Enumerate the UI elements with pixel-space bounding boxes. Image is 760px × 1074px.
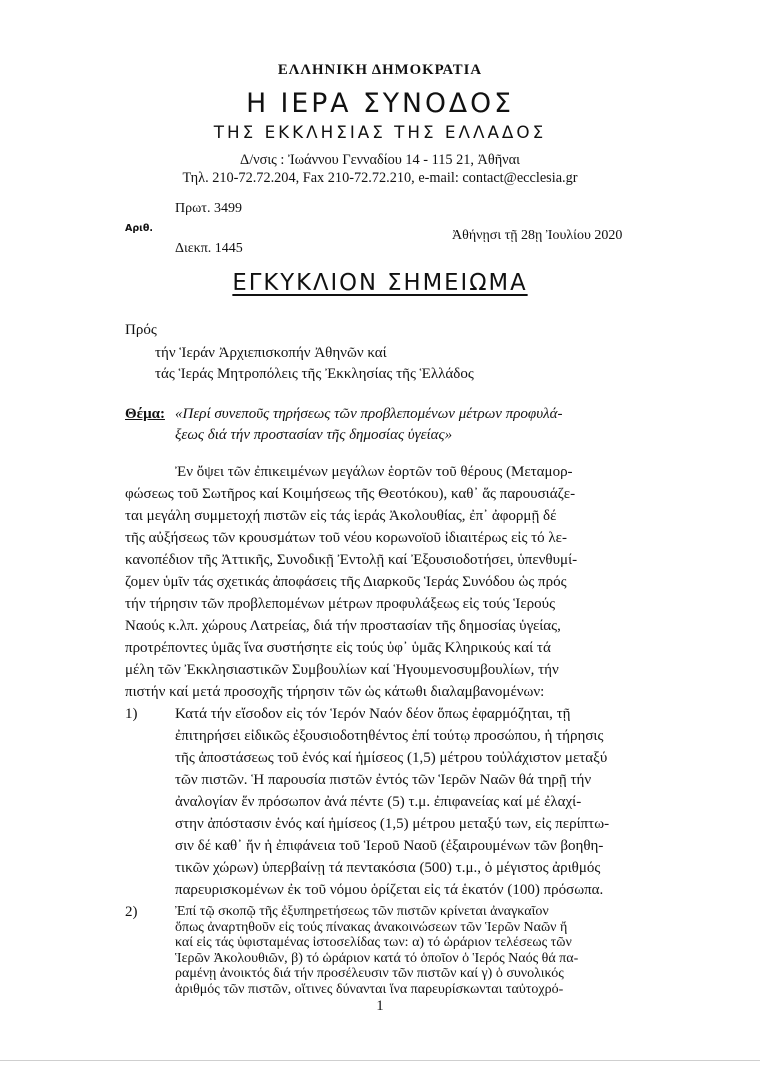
item-line: Ἐπί τῷ σκοπῷ τῆς ἐξυπηρετήσεως τῶν πιστῶν κρίνεται ἀναγκαῖον bbox=[175, 904, 549, 919]
intro-line: τήν τήρησιν τῶν προβλεπομένων μέτρων προφυλάξεως εἰς τούς Ἱερούς bbox=[125, 596, 556, 612]
item-line: στην ἀπόστασιν ἑνός καί ἡμίσεος (1,5) μέτρου μεταξύ των, εἰς περίπτω- bbox=[175, 816, 610, 832]
item-line: ραμένῃ ἀνοικτός διά τήν προσέλευσιν τῶν πιστῶν καί γ) ὁ συνολικός bbox=[175, 966, 564, 981]
protocol-number: Πρωτ. 3499 bbox=[175, 201, 242, 216]
intro-line: ζομεν ὑμῖν τάς σχετικάς ἀποφάσεις τῆς Διαρκοῦς Ἱεράς Συνόδου ὡς πρός bbox=[125, 574, 567, 590]
item-line: ἀριθμός τῶν πιστῶν, οἵτινες δύνανται ἵνα παρευρίσκωνται ταὐτοχρό- bbox=[175, 981, 564, 997]
date-line: Ἀθήνῃσι τῇ 28ῃ Ἰουλίου 2020 bbox=[452, 228, 623, 243]
dispatch-number: Διεκπ. 1445 bbox=[175, 241, 243, 256]
intro-line: προτρέποντες ὑμᾶς ἵνα συστήσητε εἰς τούς ὑφ᾽ ὑμᾶς Κληρικούς καί τά bbox=[125, 640, 551, 656]
number-label: Αριθ. bbox=[125, 223, 153, 234]
page-number: 1 bbox=[376, 998, 384, 1014]
intro-line: φώσεως τοῦ Σωτῆρος καί Κοιμήσεως τῆς Θεοτόκου), καθ᾽ ἅς παρουσιάζε- bbox=[125, 486, 576, 502]
item-line: τῆς ἀποστάσεως τοῦ ἑνός καί ἡμίσεος (1,5) μέτρου τοὐλάχιστον μεταξύ bbox=[175, 750, 608, 766]
intro-line: Ἐν ὄψει τῶν ἐπικειμένων μεγάλων ἑορτῶν τοῦ θέρους (Μεταμορ- bbox=[175, 464, 573, 480]
item-line: παρευρισκομένων ἐκ τοῦ νόμου ὁρίζεται εἰς τά ἑκατόν (100) πρόσωπα. bbox=[175, 882, 604, 898]
item-line: τικῶν χώρων) ὑπερβαίνῃ τά πεντακόσια (500) τ.μ., ὁ μέγιστος ἀριθμός bbox=[175, 860, 601, 876]
intro-line: κανοπέδιον τῆς Ἀττικῆς, Συνοδικῇ Ἐντολῇ καί Ἐξουσιοδοτήσει, ὑπενθυμί- bbox=[125, 552, 578, 568]
page-bottom-rule bbox=[0, 1060, 760, 1061]
synod-heading: Η ΙΕΡΑ ΣΥΝΟΔΟΣ bbox=[246, 88, 514, 119]
recipient-line-1: τήν Ἱεράν Ἀρχιεπισκοπήν Ἀθηνῶν καί bbox=[155, 345, 387, 361]
item-line: Κατά τήν εἴσοδον εἰς τόν Ἱερόν Ναόν δέον ὅπως ἐφαρμόζηται, τῇ bbox=[175, 706, 571, 722]
item-line: ὅπως ἀναρτηθοῦν εἰς τούς πίνακας ἀνακοινώσεων τῶν Ἱερῶν Ναῶν ἤ bbox=[175, 919, 568, 935]
item-line: τῶν πιστῶν. Ἡ παρουσία πιστῶν ἐντός τῶν Ἱερῶν Ναῶν θά τηρῇ τήν bbox=[175, 772, 592, 788]
intro-line: τῆς αὐξήσεως τῶν κρουσμάτων τοῦ νέου κορωνοϊοῦ ἰδιαιτέρως εἰς τό λε- bbox=[125, 530, 567, 546]
recipients-label: Πρός bbox=[125, 322, 157, 338]
item-line: καί εἰς τάς ὑφισταμένας ἱστοσελίδας των: α) τό ὡράριον τελέσεως τῶν bbox=[175, 935, 572, 950]
document-title: ΕΓΚΥΚΛΙΟΝ ΣΗΜΕΙΩΜΑ bbox=[232, 270, 528, 296]
intro-line: Ναούς κ.λπ. χώρους Λατρείας, διά τήν προστασίαν τῆς δημοσίας ὑγείας, bbox=[125, 618, 561, 634]
state-heading: ΕΛΛΗΝΙΚΗ ΔΗΜΟΚΡΑΤΙΑ bbox=[277, 62, 483, 78]
intro-line: μέλη τῶν Ἐκκλησιαστικῶν Συμβουλίων καί Ἡγουμενοσυμβουλίων, τήν bbox=[125, 662, 559, 678]
item-line: σιν δέ καθ᾽ ἥν ἡ ἐπιφάνεια τοῦ Ἱεροῦ Ναοῦ (ἐξαιρουμένων τῶν βοηθη- bbox=[175, 838, 604, 854]
subject-label: Θέμα: bbox=[125, 406, 165, 422]
address-line: Δ/νσις : Ἰωάννου Γενναδίου 14 - 115 21, Ἀθῆναι bbox=[240, 152, 520, 168]
item-line: Ἱερῶν Ἀκολουθιῶν, β) τό ὡράριον κατά τό ὁποῖον ὁ Ἱερός Ναός θά πα- bbox=[175, 950, 579, 966]
church-heading: ΤΗΣ ΕΚΚΛΗΣΙΑΣ ΤΗΣ ΕΛΛΑΔΟΣ bbox=[213, 122, 547, 142]
intro-line: ται μεγάλη συμμετοχή πιστῶν εἰς τάς ἱεράς Ἀκολουθίας, ἐπ᾽ ἀφορμῇ δέ bbox=[125, 508, 557, 524]
item-line: ἐπιτηρήσει εἰδικῶς ἐξουσιοδοτηθέντος ἐπί τούτῳ προσώπου, ἡ τήρησις bbox=[175, 728, 604, 744]
recipient-line-2: τάς Ἱεράς Μητροπόλεις τῆς Ἐκκλησίας τῆς Ἑλλάδος bbox=[155, 366, 474, 382]
subject-line-1: «Περί συνεποῦς τηρήσεως τῶν προβλεπομένων μέτρων προφυλά- bbox=[175, 406, 563, 422]
subject-line-2: ξεως διά τήν προστασίαν τῆς δημοσίας ὑγείας» bbox=[175, 427, 453, 443]
item-number: 2) bbox=[125, 904, 138, 920]
item-line: ἀναλογίαν ἕν πρόσωπον ἀνά πέντε (5) τ.μ. ἐπιφανείας καί μέ ἐλαχί- bbox=[175, 794, 582, 810]
contact-line: Τηλ. 210-72.72.204, Fax 210-72.72.210, e-mail: contact@ecclesia.gr bbox=[182, 170, 578, 186]
item-number: 1) bbox=[125, 706, 138, 722]
intro-line: πιστήν καί μετά προσοχῆς τήρησιν τῶν ὡς κάτωθι διαλαμβανομένων: bbox=[125, 684, 545, 700]
